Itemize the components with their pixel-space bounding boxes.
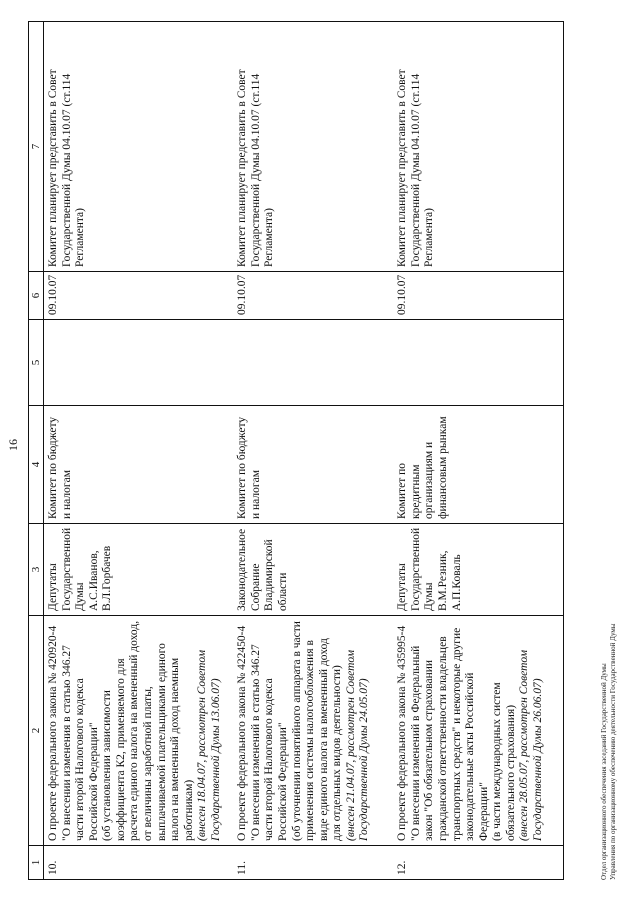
bill-description: [393, 616, 563, 846]
table-row: [44, 22, 234, 880]
committee: Комитет по бюджету и налогам: [233, 406, 393, 524]
initiator: Депутаты Государственной Думы В.М.Резник, А.П.Коваль: [393, 524, 563, 616]
column-5-cell: [44, 320, 234, 406]
bill-note: (об уточнении понятийного аппарата в части применения системы налогообложения в виде единого налога на вмененный доход для отдельных видов деятельности): [290, 621, 344, 841]
column-header: 2: [29, 616, 44, 846]
table-row: [233, 22, 393, 880]
bill-description: [233, 616, 393, 846]
initiator: Законодательное Собрание Владимирской области: [233, 524, 393, 616]
comment-cell: Комитет планирует представить в Совет Государственной Думы 04.10.07 (ст.114 Регламента): [393, 22, 563, 272]
footer-line: Управления по организационному обеспечению деятельности Государственной Думы: [609, 623, 618, 880]
column-header: 4: [29, 406, 44, 524]
row-number: 11.: [233, 846, 393, 880]
bill-name: "О внесении изменений в статью 346.27 части второй Налогового кодекса Российской Федерации": [249, 644, 289, 841]
row-number: 10.: [44, 846, 234, 880]
column-header: 6: [29, 272, 44, 320]
bill-title: О проекте федерального закона № 420920-4: [47, 625, 59, 841]
column-5-cell: [393, 320, 563, 406]
bill-dates: (внесен 18.04.07, рассмотрен Советом Государственной Думы 13.06.07): [196, 649, 222, 841]
date-cell: 09.10.07: [393, 272, 563, 320]
date-cell: 09.10.07: [44, 272, 234, 320]
comment-cell: Комитет планирует представить в Совет Государственной Думы 04.10.07 (ст.114 Регламента): [44, 22, 234, 272]
header-row: [29, 22, 44, 880]
committee: Комитет по кредитным организациям и финансовым рынкам: [393, 406, 563, 524]
column-header: 1: [29, 846, 44, 880]
column-header: 3: [29, 524, 44, 616]
bill-note: (об установлении зависимости коэффициента К2, применяемого для расчета единого налога на вмененный доход, от величины заработной платы, выплачиваемой плательщиками единого налога на вмененный доход наемным работникам): [101, 620, 195, 841]
table-row: [393, 22, 563, 880]
bill-title: О проекте федерального закона № 422450-4: [236, 625, 249, 841]
footer: [600, 624, 618, 880]
bill-name: "О внесении изменения в статью 346.27 части второй Налогового кодекса Российской Федерации": [60, 645, 100, 841]
column-header: 7: [29, 22, 44, 272]
bill-note: (в части международных систем обязательного страхования): [491, 682, 517, 841]
bill-name: "О внесении изменений в Федеральный закон "Об обязательном страховании гражданской ответственности владельцев транспортных средств" и некоторые другие законодательные акты Российской Федерации": [409, 627, 490, 841]
page-number: 16: [6, 439, 20, 451]
footer-line: Отдел организационного обеспечения заседаний Государственной Думы: [600, 663, 608, 880]
bill-description: [44, 616, 234, 846]
agenda-table: [28, 21, 564, 880]
bill-dates: (внесен 28.05.07, рассмотрен Советом Государственной Думы 26.06.07): [518, 649, 544, 841]
initiator: Депутаты Государственной Думы А.С.Иванов, В.Л.Горбачев: [44, 524, 234, 616]
comment-cell: Комитет планирует представить в Совет Государственной Думы 04.10.07 (ст.114 Регламента): [233, 22, 393, 272]
bill-dates: (внесен 21.04.07, рассмотрен Советом Государственной Думы 24.05.07): [344, 649, 371, 841]
bill-title: О проекте федерального закона № 435995-4: [396, 625, 409, 841]
date-cell: 09.10.07: [233, 272, 393, 320]
committee: Комитет по бюджету и налогам: [44, 406, 234, 524]
row-number: 12.: [393, 846, 563, 880]
column-header: 5: [29, 320, 44, 406]
column-5-cell: [233, 320, 393, 406]
